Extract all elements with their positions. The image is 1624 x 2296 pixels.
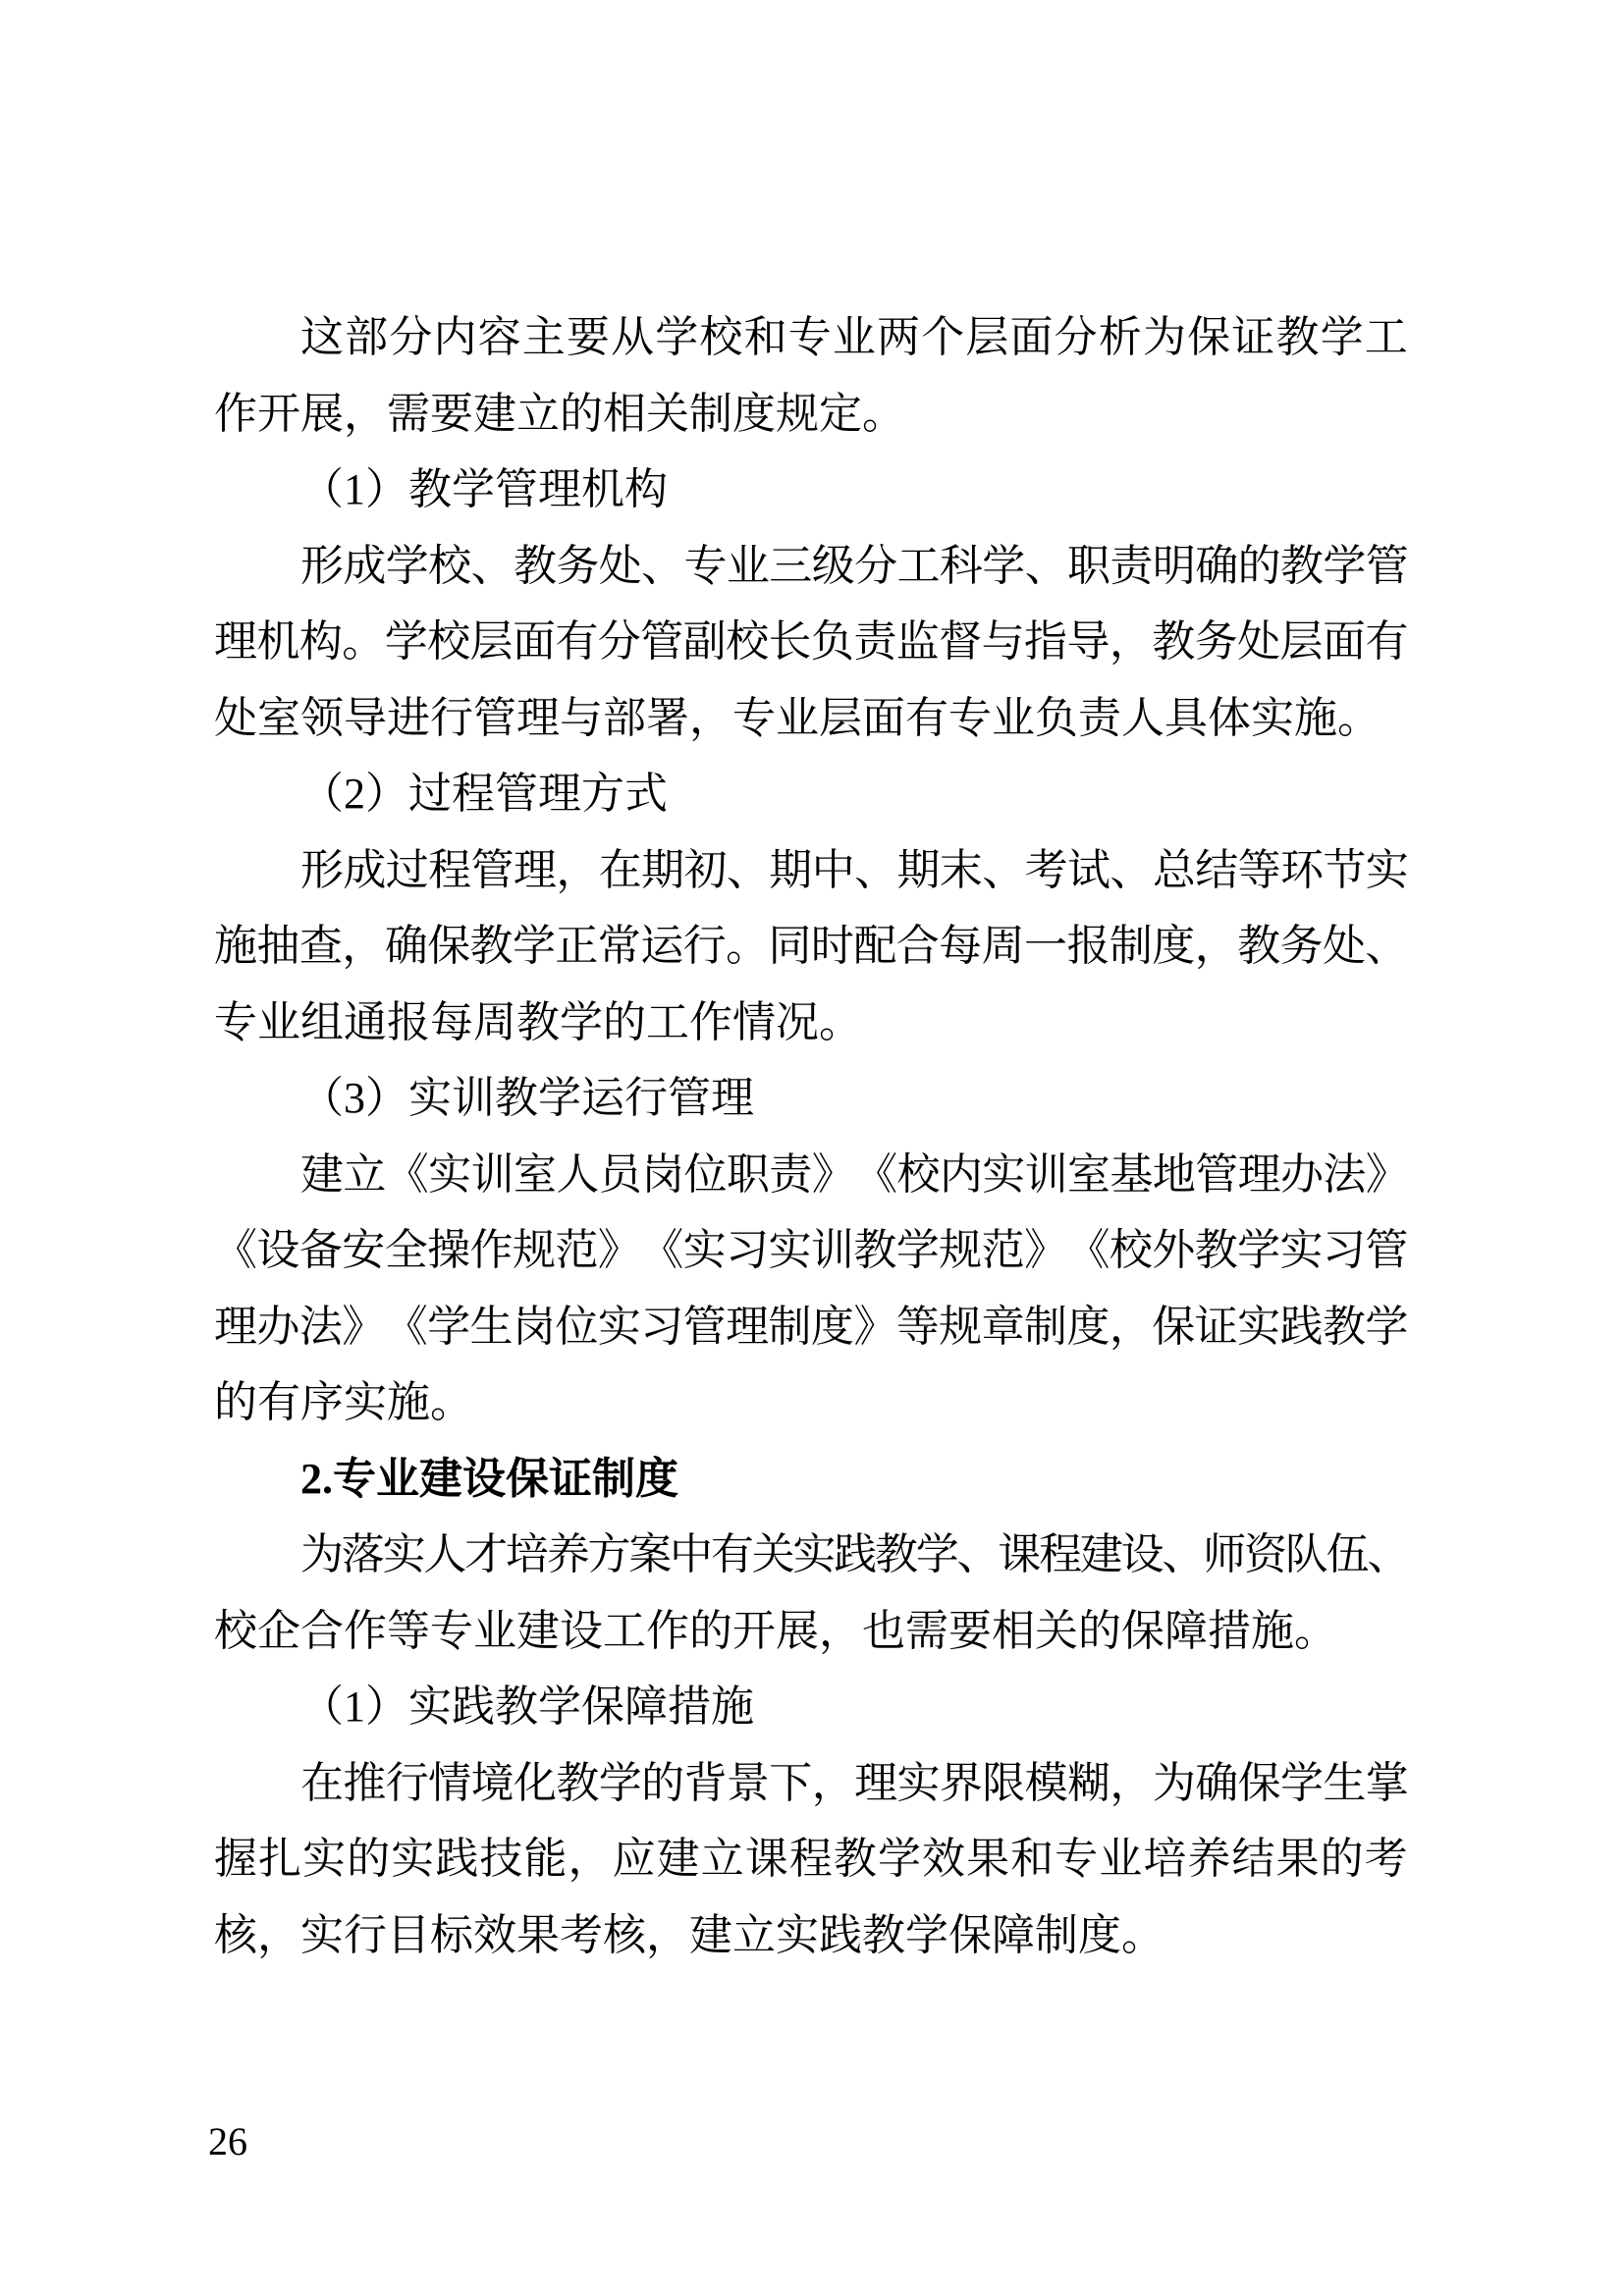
text-line: 这 部 分 内 容 主 要 从 学 校 和 专 业 两 个 层 面 分 析 为 保 证 教 学 工 bbox=[300, 313, 1408, 361]
text-line: （1）实践教学保障措施 bbox=[300, 1682, 754, 1731]
text-line: 为 落 实 人 才 培 养 方 案 中 有 关 实 践 教 学 、 课 程 建 设 、 师 资 队 伍 、 bbox=[300, 1530, 1411, 1578]
text-line: 在 推 行 情 境 化 教 学 的 背 景 下 ， 理 实 界 限 模 糊 ， 为 确 保 学 生 掌 bbox=[300, 1758, 1409, 1807]
text-line: （2）过程管理方式 bbox=[300, 770, 668, 818]
text-line: 形 成 过 程 管 理 ， 在 期 初 、 期 中 、 期 末 、 考 试 、 总 结 等 环 节 实 bbox=[300, 845, 1409, 894]
text-line: 施 抽 查 ， 确 保 教 学 正 常 运 行 。 同 时 配 合 每 周 一 报 制 度 ， 教 务 处 、 bbox=[214, 922, 1409, 970]
text-line: 形 成 学 校 、 教 务 处 、 专 业 三 级 分 工 科 学 、 职 责 明 确 的 教 学 管 bbox=[300, 541, 1409, 590]
text-line: 建 立 《 实 训 室 人 员 岗 位 职 责 》 《 校 内 实 训 室 基 地 管 理 办 法 》 bbox=[300, 1149, 1409, 1199]
text-line: 理 办 法 》 《 学 生 岗 位 实 习 管 理 制 度 》 等 规 章 制 度 ， 保 证 实 践 教 学 bbox=[214, 1302, 1409, 1351]
text-line: 处室领导进行管理与部署，专业层面有专业负责人具体实施。 bbox=[214, 693, 1380, 742]
text-line: （1）教学管理机构 bbox=[300, 465, 668, 513]
text-line: 核，实行目标效果考核，建立实践教学保障制度。 bbox=[214, 1910, 1164, 1959]
text-line: 作开展，需要建立的相关制度规定。 bbox=[214, 389, 905, 438]
text-line: （3）实训教学运行管理 bbox=[300, 1074, 754, 1122]
document-body bbox=[214, 299, 1411, 1973]
section-heading: 2.专业建设保证制度 bbox=[300, 1454, 678, 1503]
page-number: 26 bbox=[208, 2119, 247, 2163]
text-line: 理 机 构 。 学 校 层 面 有 分 管 副 校 长 负 责 监 督 与 指 导 ， 教 务 处 层 面 有 bbox=[214, 617, 1409, 666]
text-line: 《 设 备 安 全 操 作 规 范 》 《 实 习 实 训 教 学 规 范 》 《 校 外 教 学 实 习 管 bbox=[214, 1226, 1409, 1274]
text-line: 专业组通报每周教学的工作情况。 bbox=[214, 997, 862, 1046]
text-line: 的有序实施。 bbox=[214, 1378, 473, 1426]
text-line: 校企合作等专业建设工作的开展，也需要相关的保障措施。 bbox=[214, 1606, 1337, 1655]
text-line: 握 扎 实 的 实 践 技 能 ， 应 建 立 课 程 教 学 效 果 和 专 业 培 养 结 果 的 考 bbox=[214, 1835, 1408, 1883]
